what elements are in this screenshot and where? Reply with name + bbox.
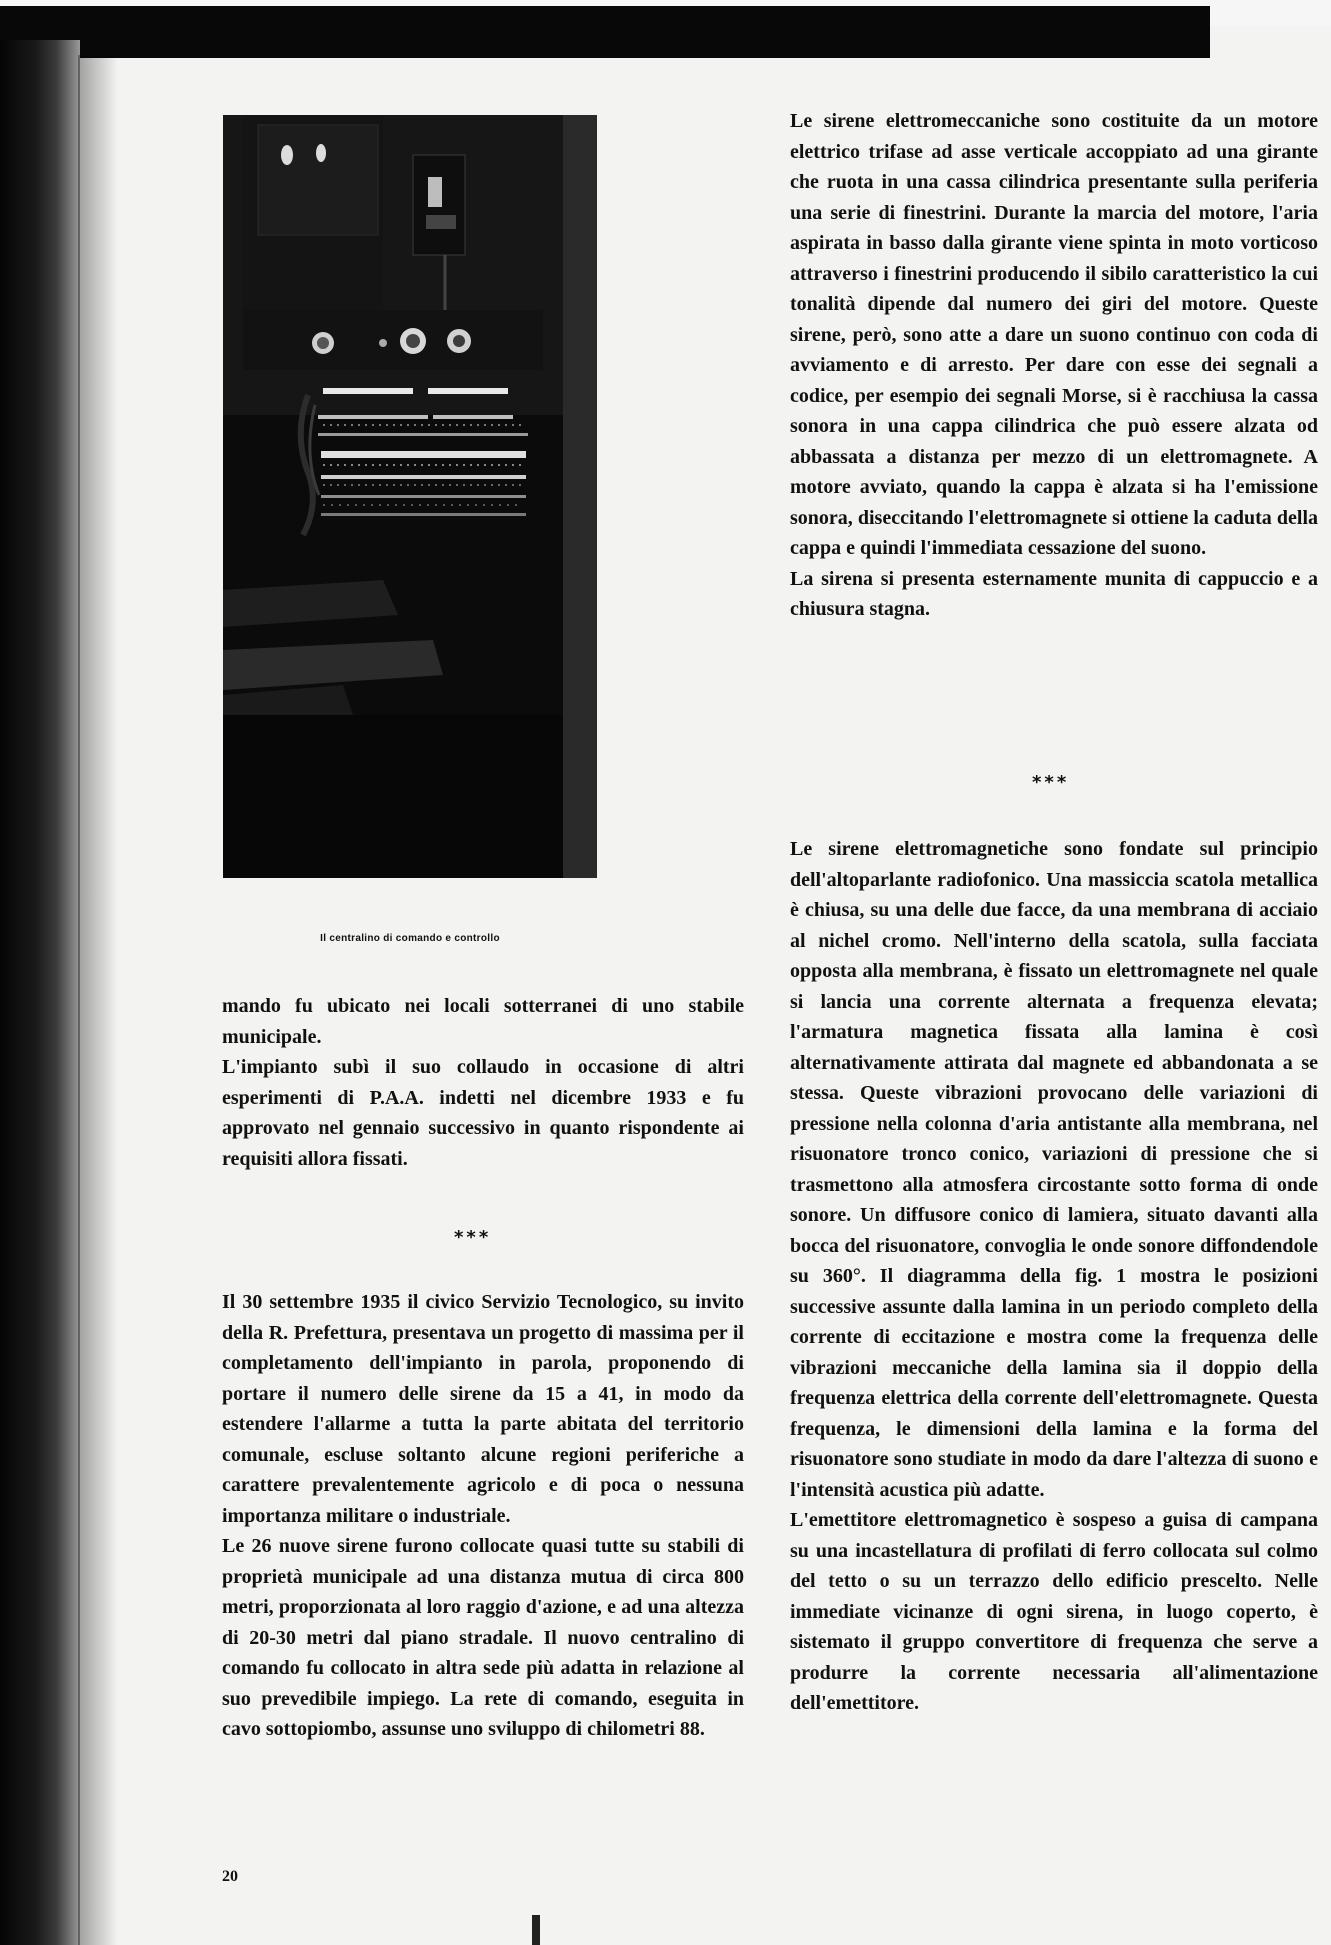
- paragraph: La sirena si presenta esternamente munita di cappuccio e a chiusura stagna.: [790, 567, 1318, 620]
- switchboard-photo: [223, 115, 597, 878]
- paragraph: Le sirene elettromagnetiche sono fondate sul principio dell'altoparlante radiofonico. Una massiccia scatola metallica è chiusa, su una delle due facce, da una membrana di acciaio al nichel cromo. Nell'interno della scatola, sulla facciata opposta alla membrana, è fissato un elettromagnete nel quale si lancia una corrente alternata a frequenza elevata; l'armatura magnetica fissata alla lamina è così alternativamente attirata dal magnete ed abbandonata a se stessa. Queste vibrazioni provocano delle variazioni di pressione nella colonna d'aria antistante alla membrana, nel risuonatore tronco conico, variazioni di pressione che si trasmettono alla atmosfera circostante sotto forma di onde sonore. Un diffusore conico di lamiera, situato davanti alla bocca del risuonatore, convoglia le onde sonore diffondendole su 360°. Il diagramma della fig. 1 mostra le posizioni successive assunte dalla lamina in un periodo completo della corrente di eccitazione e mostra come la frequenza delle vibrazioni meccaniche della lamina sia il doppio della frequenza elettrica della corrente dell'elettromagnete. Questa frequenza, le dimensioni della lamina e la forma del risuonatore sono studiate in modo da dare l'altezza di suono e l'intensità acustica più adatte.: [790, 838, 1318, 1501]
- paragraph: mando fu ubicato nei locali sotterranei di uno stabile municipale.: [222, 995, 744, 1048]
- figure-caption: Il centralino di comando e controllo: [320, 933, 500, 944]
- spine-shadow: [78, 55, 118, 1945]
- paragraph: L'emettitore elettromagnetico è sospeso a guisa di campana su una incastellatura di profilati di ferro collocata sul colmo del tetto o su un terrazzo dello edificio prescelto. Nelle immediate vicinanze di ogni sirena, in luogo coperto, è sistemato il gruppo convertitore di frequenza che serve a produrre la corrente necessaria all'alimentazione dell'emettitore.: [790, 1509, 1318, 1714]
- page-number: 20: [222, 1868, 238, 1885]
- scan-dark-band: [0, 6, 1210, 58]
- section-separator: ***: [454, 1227, 492, 1248]
- left-column-top: [222, 991, 744, 1174]
- paragraph: L'impianto subì il suo collaudo in occasione di altri esperimenti di P.A.A. indetti nel dicembre 1933 e fu approvato nel gennaio successivo in quanto rispondente ai requisiti allora fissati.: [222, 1056, 744, 1170]
- scan-artifact: [532, 1915, 540, 1945]
- book-page-edges: [0, 40, 80, 1945]
- section-separator: ***: [1032, 772, 1070, 793]
- left-column-bottom: [222, 1287, 744, 1745]
- right-column-top: [790, 106, 1318, 625]
- paragraph: Le 26 nuove sirene furono collocate quasi tutte su stabili di proprietà municipale ad una distanza mutua di circa 800 metri, proporzionata al loro raggio d'azione, e ad una altezza di 20-30 metri dal piano stradale. Il nuovo centralino di comando fu collocato in altra sede più adatta in relazione al suo prevedibile impiego. La rete di comando, eseguita in cavo sottopiombo, assunse uno sviluppo di chilometri 88.: [222, 1535, 744, 1740]
- right-column-bottom: [790, 834, 1318, 1719]
- switchboard-illustration: [223, 115, 597, 878]
- paragraph: Le sirene elettromeccaniche sono costituite da un motore elettrico trifase ad asse verticale accoppiato ad una girante che ruota in una cassa cilindrica presentante sulla periferia una serie di finestrini. Durante la marcia del motore, l'aria aspirata in basso dalla girante viene spinta in moto vorticoso attraverso i finestrini producendo il sibilo caratteristico la cui tonalità dipende dal numero dei giri del motore. Queste sirene, però, sono atte a dare un suono continuo con coda di avviamento e di arresto. Per dare con esse dei segnali a codice, per esempio dei segnali Morse, si è racchiusa la cassa sonora in una cappa cilindrica che può essere alzata od abbassata a distanza per mezzo di un elettromagnete. A motore avviato, quando la cappa è alzata si ha l'emissione sonora, diseccitando l'elettromagnete si ottiene la caduta della cappa e quindi l'immediata cessazione del suono.: [790, 110, 1318, 559]
- paragraph: Il 30 settembre 1935 il civico Servizio Tecnologico, su invito della R. Prefettura, presentava un progetto di massima per il completamento dell'impianto in parola, proponendo di portare il numero delle sirene da 15 a 41, in modo da estendere l'allarme a tutta la parte abitata del territorio comunale, escluse soltanto alcune regioni periferiche a carattere prevalentemente agricolo e di poca o nessuna importanza militare o industriale.: [222, 1291, 744, 1527]
